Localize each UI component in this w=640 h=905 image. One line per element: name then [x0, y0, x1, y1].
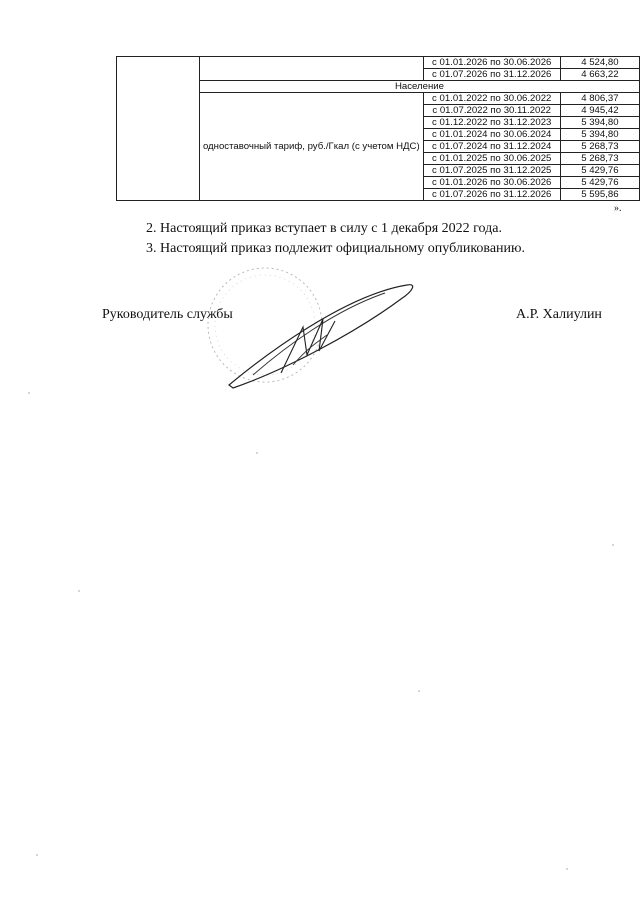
value-cell: 5 429,76	[560, 177, 639, 189]
period-cell: с 01.01.2024 по 30.06.2024	[423, 129, 560, 141]
scan-speck	[612, 544, 614, 546]
value-cell: 4 524,80	[560, 57, 639, 69]
signatory-position: Руководитель службы	[102, 307, 233, 322]
period-cell: с 01.07.2026 по 31.12.2026	[423, 189, 560, 201]
blank-group-cell	[117, 57, 200, 201]
scan-speck	[566, 868, 568, 870]
period-cell: с 01.01.2025 по 30.06.2025	[423, 153, 560, 165]
value-cell: 4 663,22	[560, 69, 639, 81]
scan-speck	[36, 854, 38, 856]
handwritten-signature-image	[195, 255, 435, 395]
blank-tariff-cell	[199, 57, 423, 81]
value-cell: 5 394,80	[560, 129, 639, 141]
value-cell: 4 945,42	[560, 105, 639, 117]
period-cell: с 01.07.2024 по 31.12.2024	[423, 141, 560, 153]
tariff-type-cell: одноставочный тариф, руб./Гкал (с учетом НДС)	[199, 93, 423, 201]
period-cell: с 01.07.2022 по 30.11.2022	[423, 105, 560, 117]
scan-speck	[256, 452, 258, 454]
section-header-population: Население	[199, 81, 639, 93]
value-cell: 5 429,76	[560, 165, 639, 177]
value-cell: 4 806,37	[560, 93, 639, 105]
period-cell: с 01.01.2022 по 30.06.2022	[423, 93, 560, 105]
scan-speck	[28, 392, 30, 394]
signatory-name: А.Р. Халиулин	[516, 307, 602, 322]
value-cell: 5 595,86	[560, 189, 639, 201]
paragraph-3: 3. Настоящий приказ подлежит официальному опубликованию.	[146, 241, 525, 256]
scan-speck	[78, 590, 80, 592]
value-cell: 5 268,73	[560, 153, 639, 165]
value-cell: 5 394,80	[560, 117, 639, 129]
tariff-table	[116, 56, 640, 201]
period-cell: с 01.01.2026 по 30.06.2026	[423, 57, 560, 69]
period-cell: с 01.12.2022 по 31.12.2023	[423, 117, 560, 129]
period-cell: с 01.07.2025 по 31.12.2025	[423, 165, 560, 177]
period-cell: с 01.07.2026 по 31.12.2026	[423, 69, 560, 81]
period-cell: с 01.01.2026 по 30.06.2026	[423, 177, 560, 189]
value-cell: 5 268,73	[560, 141, 639, 153]
scan-speck	[418, 690, 420, 692]
table-row	[117, 57, 640, 69]
paragraph-2: 2. Настоящий приказ вступает в силу с 1 декабря 2022 года.	[146, 221, 502, 236]
table-closing-quote: ».	[614, 203, 622, 214]
